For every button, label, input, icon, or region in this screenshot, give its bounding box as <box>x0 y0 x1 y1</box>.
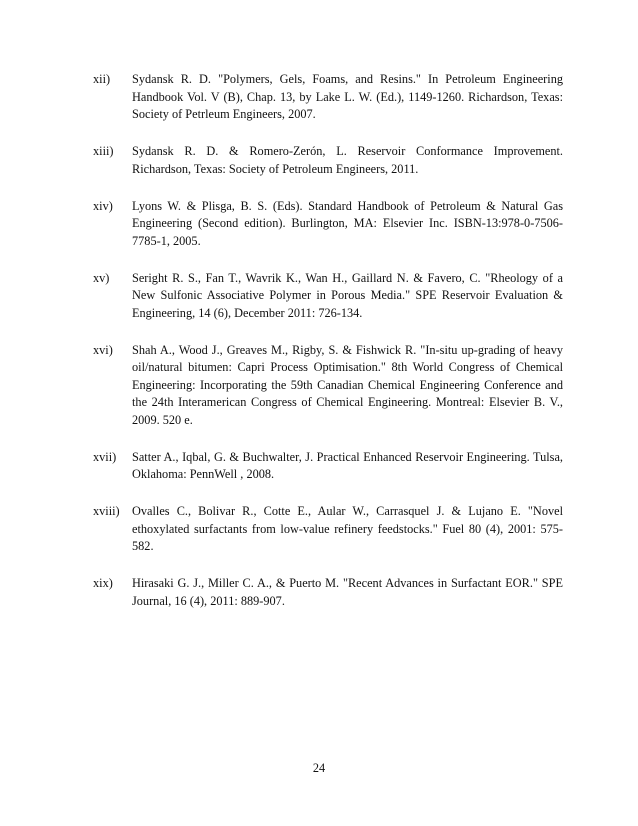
reference-item <box>93 342 563 430</box>
reference-number: xv) <box>93 270 110 285</box>
reference-item <box>93 575 563 610</box>
reference-text: Seright R. S., Fan T., Wavrik K., Wan H., Gaillard N. & Favero, C. "Rheology of a New Sulfonic Associative Polymer in Porous Media." SPE Reservoir Evaluation & Engineering, 14 (6), December 2011: 726-134. <box>132 270 563 320</box>
reference-item <box>93 198 563 251</box>
reference-list <box>93 71 563 630</box>
reference-number: xii) <box>93 72 111 86</box>
reference-text: Sydansk R. D. "Polymers, Gels, Foams, and Resins." In Petroleum Engineering Handbook Vol. V (B), Chap. 13, by Lake L. W. (Ed.), 1149-1260. Richardson, Texas: Society of Petrleum Engineers, 2007. <box>132 72 563 121</box>
reference-text: Ovalles C., Bolivar R., Cotte E., Aular W., Carrasquel J. & Lujano E. "Novel ethoxylated surfactants from low-value refinery feedstocks." Fuel 80 (4), 2001: 575-582. <box>132 504 563 553</box>
reference-text: Hirasaki G. J., Miller C. A., & Puerto M. "Recent Advances in Surfactant EOR." SPE Journal, 16 (4), 2011: 889-907. <box>132 576 563 608</box>
reference-text: Sydansk R. D. & Romero-Zerón, L. Reservoir Conformance Improvement. Richardson, Texas: Society of Petroleum Engineers, 2011. <box>132 144 563 176</box>
reference-number: xiii) <box>93 144 114 158</box>
reference-number: xiv) <box>93 198 113 213</box>
reference-item <box>93 270 563 323</box>
reference-number: xvi) <box>93 342 113 357</box>
reference-text: Satter A., Iqbal, G. & Buchwalter, J. Practical Enhanced Reservoir Engineering. Tulsa, Oklahoma: PennWell , 2008. <box>132 449 563 481</box>
page-number: 24 <box>312 761 326 775</box>
reference-item <box>93 143 563 178</box>
reference-number: xviii) <box>93 504 120 518</box>
reference-item <box>93 71 563 124</box>
reference-number: xix) <box>93 576 113 590</box>
reference-item <box>93 503 563 556</box>
reference-text: Shah A., Wood J., Greaves M., Rigby, S. & Fishwick R. "In-situ up-grading of heavy oil/natural bitumen: Capri Process Optimisation." 8th World Congress of Chemical Engineering: Incorporating the 59th Canadian Chemical Engineering Conference and the 24th Interamerican Congress of Chemical Engineering. Montreal: Elsevier B. V., 2009. 520 e. <box>132 342 563 427</box>
reference-item <box>93 449 563 484</box>
reference-number: xvii) <box>93 449 117 464</box>
reference-text: Lyons W. & Plisga, B. S. (Eds). Standard Handbook of Petroleum & Natural Gas Engineering (Second edition). Burlington, MA: Elsevier Inc. ISBN-13:978-0-7506-7785-1, 2005. <box>132 198 563 248</box>
